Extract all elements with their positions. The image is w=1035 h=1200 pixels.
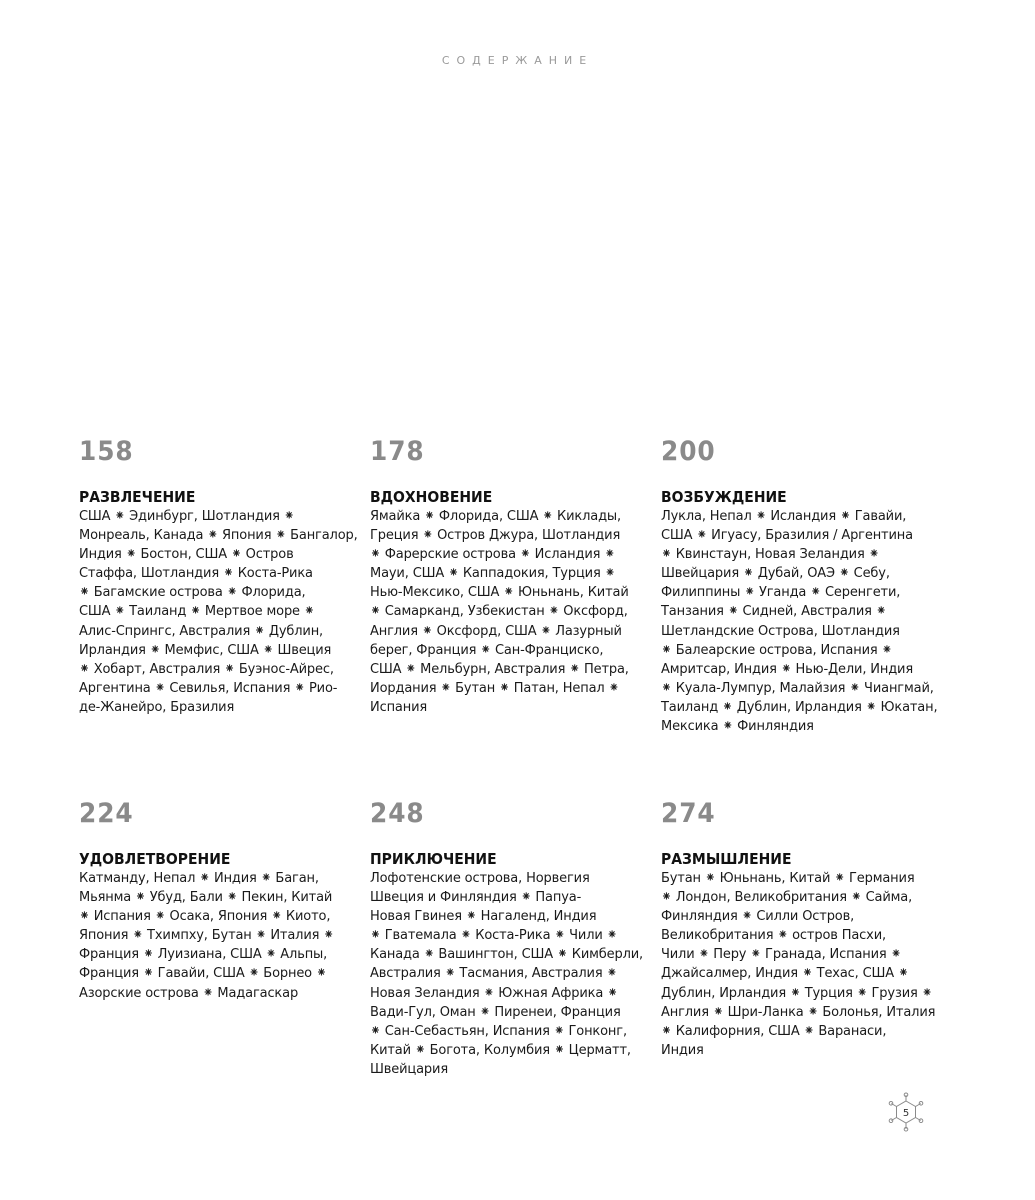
places-line: ⁕ Калифорния, США ⁕ Варанаси,	[661, 1023, 887, 1039]
places-line: Швейцария	[370, 1061, 448, 1077]
section-title: РАЗМЫШЛЕНИЕ	[661, 850, 792, 868]
places-line: США ⁕ Мельбурн, Австралия ⁕ Петра,	[370, 661, 629, 677]
places-line: Индия ⁕ Бостон, США ⁕ Остров	[79, 547, 294, 563]
hexagon-snowflake-icon	[886, 1092, 926, 1132]
places-line: Вади-Гул, Оман ⁕ Пиренеи, Франция	[370, 1004, 621, 1020]
toc-section-inspiration	[370, 437, 642, 717]
places-line: ⁕ Багамские острова ⁕ Флорида,	[79, 585, 306, 601]
section-title: ВОЗБУЖДЕНИЕ	[661, 488, 787, 506]
places-line: Танзания ⁕ Сидней, Австралия ⁕	[661, 604, 887, 620]
places-line: ⁕ Гватемала ⁕ Коста-Рика ⁕ Чили ⁕	[370, 928, 618, 944]
places-line: Нью-Мексико, США ⁕ Юньнань, Китай	[370, 585, 629, 601]
section-title: РАЗВЛЕЧЕНИЕ	[79, 488, 196, 506]
section-places	[661, 507, 938, 736]
places-line: де-Жанейро, Бразилия	[79, 699, 235, 715]
page-number-badge	[886, 1092, 926, 1132]
toc-section-adventure	[370, 799, 642, 1079]
toc-section-reflection	[661, 798, 936, 1060]
places-line: Мьянма ⁕ Убуд, Бали ⁕ Пекин, Китай	[79, 890, 333, 906]
places-line: ⁕ Лондон, Великобритания ⁕ Сайма,	[661, 890, 913, 906]
section-places	[370, 869, 642, 1079]
places-line: Бутан ⁕ Юньнань, Китай ⁕ Германия	[661, 871, 915, 886]
toc-section-entertainment	[79, 436, 358, 717]
places-line: Франция ⁕ Гавайи, США ⁕ Борнео ⁕	[79, 966, 327, 982]
places-line: Греция ⁕ Остров Джура, Шотландия	[370, 528, 621, 544]
places-line: Иордания ⁕ Бутан ⁕ Патан, Непал ⁕	[370, 680, 620, 696]
places-line: ⁕ Сан-Себастьян, Испания ⁕ Гонконг,	[370, 1023, 627, 1039]
places-line: Англия ⁕ Оксфорд, США ⁕ Лазурный	[370, 623, 622, 639]
section-title: УДОВЛЕТВОРЕНИЕ	[79, 850, 231, 868]
section-page-number: 248	[370, 798, 425, 829]
places-line: ⁕ Балеарские острова, Испания ⁕	[661, 642, 893, 658]
places-line: Филиппины ⁕ Уганда ⁕ Серенгети,	[661, 585, 901, 601]
toc-section-satisfaction	[79, 799, 351, 1003]
places-line: Ирландия ⁕ Мемфис, США ⁕ Швеция	[79, 642, 332, 658]
places-line: Мексика ⁕ Финляндия	[661, 719, 814, 735]
section-title: ПРИКЛЮЧЕНИЕ	[370, 850, 497, 868]
section-page-number: 200	[661, 436, 716, 467]
places-line: Франция ⁕ Луизиана, США ⁕ Альпы,	[79, 947, 328, 963]
places-line: Азорские острова ⁕ Мадагаскар	[79, 985, 299, 1001]
places-line: ⁕ Испания ⁕ Осака, Япония ⁕ Киото,	[79, 909, 331, 925]
section-places	[79, 507, 358, 717]
places-line: Катманду, Непал ⁕ Индия ⁕ Баган,	[79, 871, 319, 886]
places-line: Япония ⁕ Тхимпху, Бутан ⁕ Италия ⁕	[79, 928, 335, 944]
places-line: Лукла, Непал ⁕ Исландия ⁕ Гавайи,	[661, 509, 907, 524]
section-page-number: 274	[661, 798, 716, 829]
section-page-number: 178	[370, 436, 425, 467]
places-line: ⁕ Квинстаун, Новая Зеландия ⁕	[661, 547, 880, 563]
section-title: ВДОХНОВЕНИЕ	[370, 488, 493, 506]
places-line: Дублин, Ирландия ⁕ Турция ⁕ Грузия ⁕	[661, 985, 933, 1001]
section-places	[370, 507, 642, 717]
page-header: СОДЕРЖАНИЕ	[441, 54, 594, 67]
places-line: Новая Гвинея ⁕ Нагаленд, Индия	[370, 909, 597, 925]
places-line: берег, Франция ⁕ Сан-Франциско,	[370, 642, 604, 658]
places-line: Испания	[370, 699, 428, 715]
places-line: Лофотенские острова, Норвегия	[370, 871, 590, 886]
places-line: Австралия ⁕ Тасмания, Австралия ⁕	[370, 966, 618, 982]
places-line: Монреаль, Канада ⁕ Япония ⁕ Бангалор,	[79, 528, 358, 544]
toc-section-excitement	[661, 436, 938, 736]
places-line: Великобритания ⁕ остров Пасхи,	[661, 928, 886, 944]
places-line: Финляндия ⁕ Силли Остров,	[661, 909, 855, 925]
page-number: 5	[902, 1108, 910, 1119]
places-line: Стаффа, Шотландия ⁕ Коста-Рика	[79, 566, 313, 582]
places-line: Ямайка ⁕ Флорида, США ⁕ Киклады,	[370, 509, 622, 524]
places-line: Джайсалмер, Индия ⁕ Техас, США ⁕	[661, 966, 909, 982]
section-page-number: 158	[79, 436, 134, 467]
places-line: Швеция и Финляндия ⁕ Папуа-	[370, 890, 582, 906]
places-line: ⁕ Куала-Лумпур, Малайзия ⁕ Чиангмай,	[661, 680, 934, 696]
places-line: Алис-Спрингс, Австралия ⁕ Дублин,	[79, 623, 324, 639]
places-line: США ⁕ Игуасу, Бразилия / Аргентина	[661, 528, 913, 544]
places-line: Амритсар, Индия ⁕ Нью-Дели, Индия	[661, 661, 914, 677]
places-line: Англия ⁕ Шри-Ланка ⁕ Болонья, Италия	[661, 1004, 936, 1020]
section-page-number: 224	[79, 798, 134, 829]
places-line: Чили ⁕ Перу ⁕ Гранада, Испания ⁕	[661, 947, 902, 963]
places-line: ⁕ Фарерские острова ⁕ Исландия ⁕	[370, 547, 616, 563]
places-line: США ⁕ Эдинбург, Шотландия ⁕	[79, 509, 295, 524]
places-line: Швейцария ⁕ Дубай, ОАЭ ⁕ Себу,	[661, 566, 890, 582]
section-places	[661, 869, 936, 1060]
places-line: Аргентина ⁕ Севилья, Испания ⁕ Рио-	[79, 680, 338, 696]
places-line: Мауи, США ⁕ Каппадокия, Турция ⁕	[370, 566, 616, 582]
places-line: ⁕ Самарканд, Узбекистан ⁕ Оксфорд,	[370, 604, 628, 620]
places-line: Шетландские Острова, Шотландия	[661, 623, 900, 639]
section-places	[79, 869, 351, 1003]
places-line: Таиланд ⁕ Дублин, Ирландия ⁕ Юкатан,	[661, 699, 938, 715]
places-line: США ⁕ Таиланд ⁕ Мертвое море ⁕	[79, 604, 315, 620]
places-line: Новая Зеландия ⁕ Южная Африка ⁕	[370, 985, 618, 1001]
places-line: Индия	[661, 1042, 704, 1058]
places-line: Китай ⁕ Богота, Колумбия ⁕ Церматт,	[370, 1042, 631, 1058]
places-line: Канада ⁕ Вашингтон, США ⁕ Кимберли,	[370, 947, 644, 963]
places-line: ⁕ Хобарт, Австралия ⁕ Буэнос-Айрес,	[79, 661, 334, 677]
